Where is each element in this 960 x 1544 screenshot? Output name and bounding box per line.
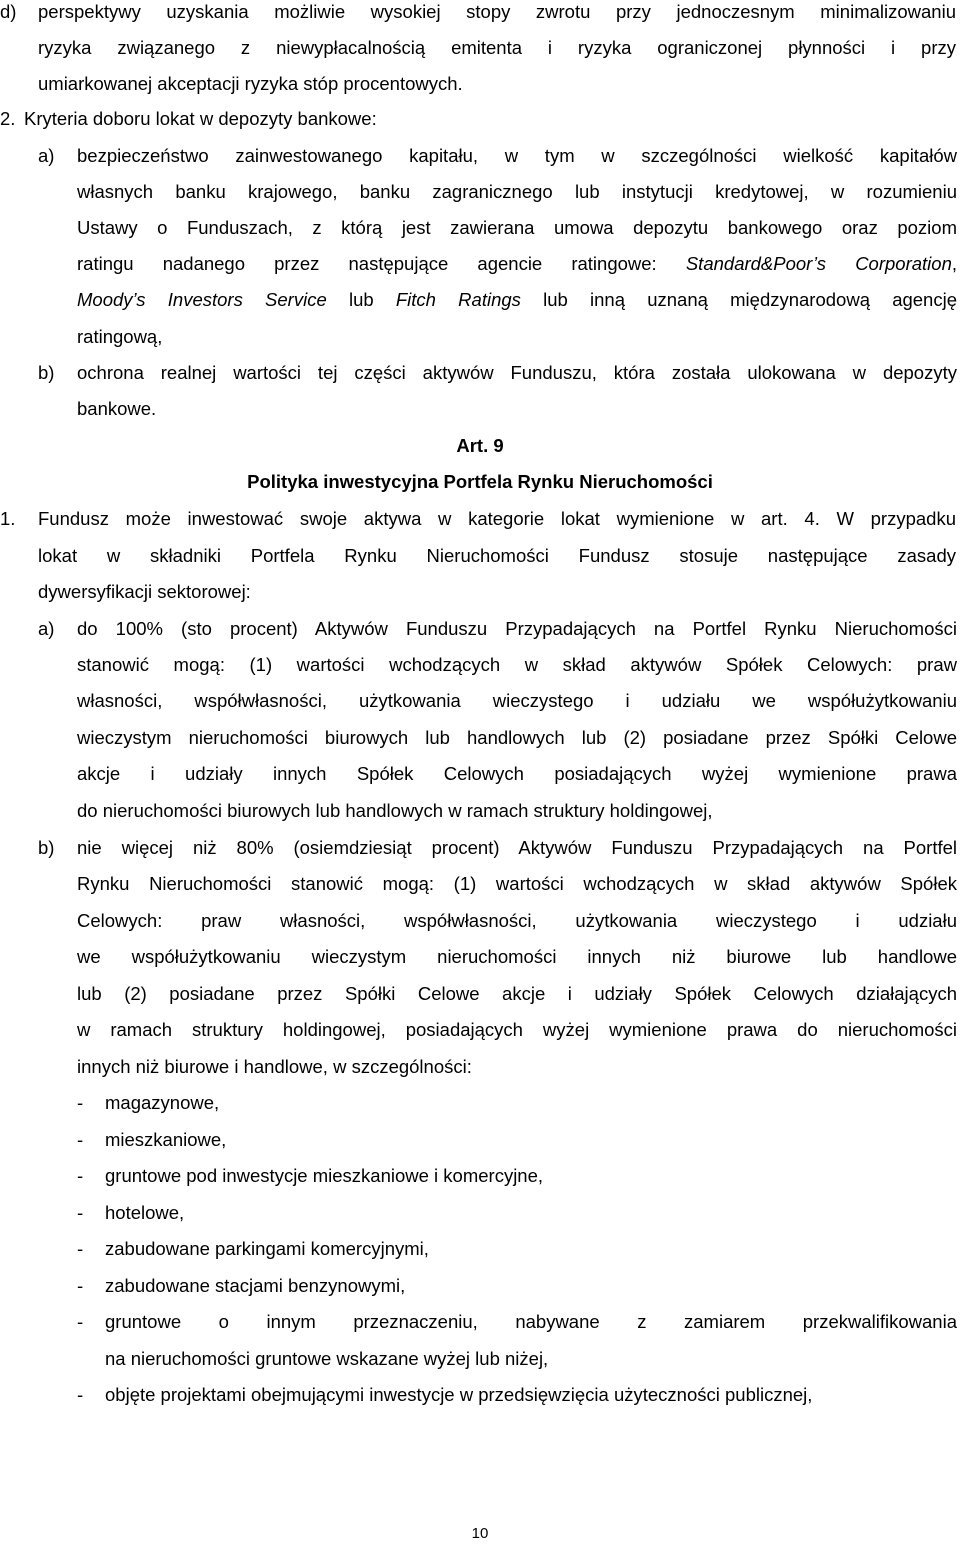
paragraph-line: we współużytkowaniu wieczystym nieruchomości innych niż biurowe lub handlowe	[77, 946, 957, 967]
paragraph-line: Celowych: praw własności, współwłasności, użytkowania wieczystego i udziału	[77, 910, 957, 931]
paragraph-line: własnych banku krajowego, banku zagranicznego lub instytucji kredytowej, w rozumieniu	[77, 181, 957, 202]
dash-bullet: -	[77, 1092, 84, 1113]
text-span: lub	[348, 289, 374, 310]
paragraph-line: nie więcej niż 80% (osiemdziesiąt procent) Aktywów Funduszu Przypadających na Portfel	[77, 837, 957, 858]
dash-bullet: -	[77, 1384, 84, 1405]
paragraph-line: umiarkowanej akceptacji ryzyka stóp procentowych.	[38, 73, 463, 94]
list-item: hotelowe,	[105, 1202, 185, 1223]
paragraph-line: Fundusz może inwestować swoje aktywa w kategorie lokat wymienione w art. 4. W przypadku	[38, 508, 956, 529]
list-item: zabudowane parkingami komercyjnymi,	[105, 1238, 429, 1259]
list-item: magazynowe,	[105, 1092, 220, 1113]
paragraph-line: w ramach struktury holdingowej, posiadających wyżej wymienione prawa do nieruchomości	[77, 1019, 957, 1040]
paragraph-line: bankowe.	[77, 398, 157, 419]
list-item: gruntowe o innym przeznaczeniu, nabywane z zamiarem przekwalifikowania	[105, 1311, 957, 1332]
list-marker: a)	[38, 145, 55, 166]
dash-bullet: -	[77, 1165, 84, 1186]
paragraph-line: dywersyfikacji sektorowej:	[38, 581, 251, 602]
page-number: 10	[471, 1525, 489, 1542]
list-marker: b)	[38, 837, 55, 858]
list-item: zabudowane stacjami benzynowymi,	[105, 1275, 406, 1296]
dash-bullet: -	[77, 1202, 84, 1223]
text-span: ratingu nadanego przez następujące agencie ratingowe:	[77, 253, 657, 274]
list-item: mieszkaniowe,	[105, 1129, 227, 1150]
section-heading: Kryteria doboru lokat w depozyty bankowe:	[24, 108, 377, 129]
article-title: Polityka inwestycyjna Portfela Rynku Nieruchomości	[247, 471, 713, 492]
list-marker: b)	[38, 362, 55, 383]
agency-name: Standard&Poor’s Corporation	[685, 253, 952, 274]
paragraph-line: wieczystym nieruchomości biurowych lub handlowych lub (2) posiadane przez Spółki Celowe	[77, 727, 957, 748]
paragraph-line: Rynku Nieruchomości stanowić mogą: (1) wartości wchodzących w skład aktywów Spółek	[77, 873, 957, 894]
paragraph-line: własności, współwłasności, użytkowania wieczystego i udziału we współużytkowaniu	[77, 690, 957, 711]
list-marker: d)	[0, 1, 17, 22]
list-item: objęte projektami obejmującymi inwestycje w przedsięwzięcia użyteczności publicznej,	[105, 1384, 813, 1405]
dash-bullet: -	[77, 1238, 84, 1259]
paragraph-line: Ustawy o Funduszach, z którą jest zawierana umowa depozytu bankowego oraz poziom	[77, 217, 957, 238]
dash-bullet: -	[77, 1275, 84, 1296]
paragraph-line: lub (2) posiadane przez Spółki Celowe akcje i udziały Spółek Celowych działających	[77, 983, 957, 1004]
list-marker: 1.	[0, 508, 16, 529]
paragraph-line: ratingową,	[77, 326, 163, 347]
article-number: Art. 9	[456, 435, 504, 456]
paragraph-line: bezpieczeństwo zainwestowanego kapitału, w tym w szczególności wielkość kapitałów	[77, 145, 957, 166]
paragraph-line: ryzyka związanego z niewypłacalnością emitenta i ryzyka ograniczonej płynności i przy	[38, 37, 956, 58]
agency-name: Fitch Ratings	[395, 289, 521, 310]
dash-bullet: -	[77, 1311, 84, 1332]
list-item-continuation: na nieruchomości gruntowe wskazane wyżej lub niżej,	[105, 1348, 549, 1369]
paragraph-line: ochrona realnej wartości tej części aktywów Funduszu, która została ulokowana w depozyty	[77, 362, 957, 383]
paragraph-line: innych niż biurowe i handlowe, w szczególności:	[77, 1056, 472, 1077]
dash-bullet: -	[77, 1129, 84, 1150]
paragraph-line: perspektywy uzyskania możliwie wysokiej stopy zwrotu przy jednoczesnym minimalizowaniu	[38, 1, 956, 22]
paragraph-line: stanowić mogą: (1) wartości wchodzących w skład aktywów Spółek Celowych: praw	[77, 654, 957, 675]
paragraph-line: lokat w składniki Portfela Rynku Nieruchomości Fundusz stosuje następujące zasady	[38, 545, 956, 566]
agency-name: Moody’s Investors Service	[77, 289, 327, 310]
paragraph-line: do nieruchomości biurowych lub handlowych w ramach struktury holdingowej,	[77, 800, 713, 821]
paragraph-line	[77, 252, 957, 276]
section-marker: 2.	[0, 108, 16, 129]
list-item: gruntowe pod inwestycje mieszkaniowe i komercyjne,	[105, 1165, 544, 1186]
paragraph-line	[77, 288, 957, 312]
paragraph-line: akcje i udziały innych Spółek Celowych posiadających wyżej wymienione prawa	[77, 763, 957, 784]
text-span: lub inną uznaną międzynarodową agencję	[543, 289, 957, 310]
list-marker: a)	[38, 618, 55, 639]
text-span: ,	[951, 253, 957, 274]
paragraph-line: do 100% (sto procent) Aktywów Funduszu Przypadających na Portfel Rynku Nieruchomości	[77, 618, 957, 639]
